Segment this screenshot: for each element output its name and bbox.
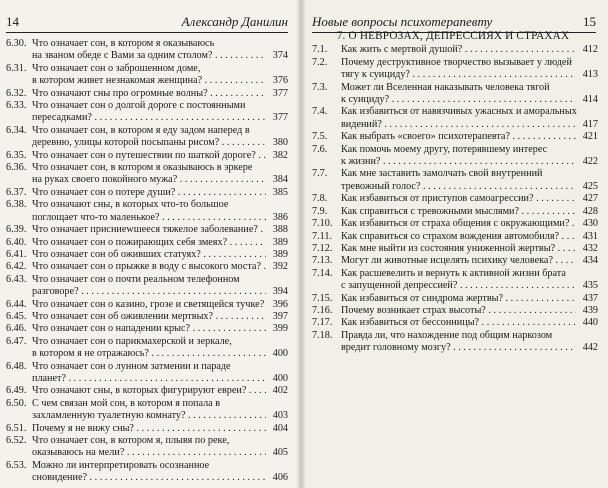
toc-entry — [6, 88, 288, 100]
toc-entry-title-line: Как избавиться от синдрома жертвы? . . . — [341, 293, 576, 305]
toc-entry-page: 396 — [272, 298, 288, 310]
toc-entry-page: 422 — [582, 156, 598, 168]
toc-entry-title-line: на руках своего покойного мужа? . . . — [32, 174, 266, 186]
toc-entry-title-line: Могут ли животные исцелять психику человека? . . . — [341, 255, 576, 267]
toc-entry-title-line: с запущенной депрессией? . . . — [341, 280, 576, 292]
toc-entry-number: 6.31. — [6, 62, 27, 74]
toc-entry-title-line: Что означают сны про огромные волны? . . . — [32, 88, 266, 100]
toc-entry — [312, 317, 598, 329]
toc-entry-page: 439 — [582, 304, 598, 316]
toc-entry-number: 7.2. — [312, 56, 328, 68]
left-toc-list — [6, 38, 288, 485]
toc-entry-page: 399 — [272, 323, 288, 335]
toc-entry-page: 404 — [272, 422, 288, 434]
toc-entry — [6, 460, 288, 485]
toc-entry-title-line: Как справиться со страхом вождения автомобиля? . . . — [341, 231, 576, 243]
toc-entry-page: 421 — [582, 131, 598, 143]
toc-entry — [312, 231, 598, 243]
toc-entry-title-line: пересадками? . . . — [32, 112, 266, 124]
toc-entry — [6, 237, 288, 249]
toc-entry — [6, 38, 288, 63]
toc-entry — [312, 268, 598, 293]
toc-entry — [6, 299, 288, 311]
toc-entry-page: 397 — [272, 310, 288, 322]
toc-entry-number: 6.48. — [6, 360, 27, 372]
toc-entry-title-line: Что означает сон о пожирающих себя змеях? . . . — [32, 237, 266, 249]
toc-entry-title-line: Что означает сон о казино, грозе и светящейся тучке? . . . — [32, 299, 266, 311]
toc-entry-title-line: Почему я не вижу сны? . . . — [32, 423, 266, 435]
toc-entry-page: 386 — [272, 211, 288, 223]
toc-entry-title-line: Как мне заставить замолчать свой внутренний — [341, 168, 543, 180]
toc-entry-number: 7.16. — [312, 304, 333, 316]
toc-entry — [6, 150, 288, 162]
toc-entry-title-line: деревню, улицы которой посыпаны рисом? . . . — [32, 137, 266, 149]
toc-entry-title-line: Что означает сон о нападении крыс? . . . — [32, 323, 266, 335]
toc-entry-number: 7.17. — [312, 317, 333, 329]
toc-entry-number: 6.50. — [6, 397, 27, 409]
toc-entry-page: 374 — [272, 50, 288, 62]
toc-entry-number: 6.53. — [6, 459, 27, 471]
toc-entry-title-line: Что означает сон о путешествии по шаткой дороге? . . . — [32, 150, 266, 162]
toc-entry — [6, 249, 288, 261]
toc-entry — [6, 100, 288, 125]
toc-entry-title-line: Как избавиться от бессонницы? . . . — [341, 317, 576, 329]
toc-entry-page: 380 — [272, 137, 288, 149]
toc-entry-number: 6.49. — [6, 385, 27, 397]
toc-entry — [6, 336, 288, 361]
toc-entry-number: 7.15. — [312, 292, 333, 304]
toc-entry-title-line: Правда ли, что нахождение под общим наркозом — [341, 329, 553, 341]
toc-entry-page: 405 — [272, 447, 288, 459]
toc-entry-title-line: Можно ли интерпретировать осознанное — [32, 459, 210, 471]
right-running-title: Новые вопросы психотерапевту — [312, 14, 493, 29]
toc-entry-number: 6.44. — [6, 298, 27, 310]
toc-entry-title-line: Как выбрать «своего» психотерапевта? . . . — [341, 131, 576, 143]
toc-entry-number: 7.8. — [312, 193, 328, 205]
toc-entry-title-line: Что означает сон о долгой дороге с постоянными — [32, 100, 246, 112]
toc-entry-title-line: Что означает сон об оживлении мертвых? . . . — [32, 311, 266, 323]
toc-entry-title-line: Что означает сон, в котором я, плывя по реке, — [32, 435, 230, 446]
toc-entry-title-line: Как мне выйти из состояния униженной жертвы? . . . — [341, 243, 576, 255]
toc-entry — [6, 274, 288, 299]
toc-entry-number: 7.14. — [312, 267, 333, 279]
toc-entry-number: 6.36. — [6, 162, 27, 174]
toc-entry-number: 6.41. — [6, 248, 27, 260]
toc-entry-title-line: Почему деструктивное творчество вызывает у людей — [341, 56, 572, 68]
toc-entry-title-line: Что означает сон, в котором я еду задом наперед в — [32, 124, 250, 136]
book-gutter — [296, 0, 306, 488]
toc-entry-title-line: Что означает сон о почти реальном телефонном — [32, 273, 240, 285]
toc-entry-number: 6.30. — [6, 38, 27, 49]
toc-entry-page: 417 — [582, 118, 598, 130]
toc-entry-title-line: Как избавиться от навязчивых ужасных и аморальных — [341, 106, 577, 118]
toc-entry-page: 435 — [582, 280, 598, 292]
toc-entry-number: 7.5. — [312, 131, 328, 143]
toc-entry-title-line: Что означает сон о заброшенном доме, — [32, 62, 201, 74]
toc-entry-title-line: разговоре? . . . — [32, 286, 266, 298]
toc-entry-page: 388 — [272, 224, 288, 236]
left-page-number: 14 — [6, 14, 19, 29]
toc-entry-title-line: Что означает сон, в котором я оказываюсь — [32, 38, 215, 49]
toc-entry — [312, 293, 598, 305]
toc-entry-number: 6.38. — [6, 199, 27, 211]
toc-entry-title-line: Что означает сон о прыжке в воду с высокого моста? . . . — [32, 261, 266, 273]
toc-entry — [6, 323, 288, 335]
toc-entry-title-line: Что означает сон, в котором я оказываюсь в эркере — [32, 162, 253, 174]
toc-entry — [6, 398, 288, 423]
toc-entry — [6, 361, 288, 386]
toc-entry-title-line: Что означает сон о парикмахерской и зеркале, — [32, 335, 232, 347]
toc-entry-page: 414 — [582, 94, 598, 106]
toc-entry — [6, 224, 288, 236]
toc-entry — [312, 44, 598, 56]
toc-entry-number: 6.40. — [6, 236, 27, 248]
toc-entry-page: 389 — [272, 236, 288, 248]
toc-entry — [312, 218, 598, 230]
toc-entry — [6, 187, 288, 199]
toc-entry-number: 6.51. — [6, 422, 27, 434]
toc-entry-page: 377 — [272, 87, 288, 99]
toc-entry-page: 385 — [272, 186, 288, 198]
toc-entry — [6, 311, 288, 323]
toc-entry-page: 377 — [272, 112, 288, 124]
toc-entry-number: 6.47. — [6, 335, 27, 347]
toc-entry-number: 6.37. — [6, 186, 27, 198]
toc-entry-title-line: Как избавиться от страха общения с окружающими? . . . — [341, 218, 576, 230]
right-page-number: 15 — [583, 14, 596, 29]
toc-entry-page: 413 — [582, 69, 598, 81]
toc-entry-number: 7.10. — [312, 218, 333, 230]
toc-entry-number: 6.52. — [6, 435, 27, 446]
toc-entry-number: 6.34. — [6, 124, 27, 136]
toc-entry-title-line: в котором живет незнакомая женщина? . . . — [32, 75, 266, 87]
toc-entry-number: 7.6. — [312, 143, 328, 155]
toc-entry-page: 430 — [582, 218, 598, 230]
toc-entry-page: 428 — [582, 205, 598, 217]
toc-entry — [6, 125, 288, 150]
toc-entry — [6, 162, 288, 187]
toc-entry-page: 384 — [272, 174, 288, 186]
toc-entry-number: 7.1. — [312, 44, 328, 56]
toc-entry — [312, 206, 598, 218]
toc-entry-page: 403 — [272, 410, 288, 422]
toc-entry — [6, 261, 288, 273]
toc-entry — [312, 193, 598, 205]
toc-entry-page: 440 — [582, 317, 598, 329]
toc-entry — [312, 305, 598, 317]
toc-entry-page: 402 — [272, 385, 288, 397]
toc-entry-page: 432 — [582, 242, 598, 254]
toc-entry-title-line: Что означает сон о лунном затмении и параде — [32, 360, 231, 372]
toc-entry-title-line: Может ли Вселенная наказывать человека тягой — [341, 81, 550, 93]
toc-entry — [312, 168, 598, 193]
toc-entry-number: 6.43. — [6, 273, 27, 285]
toc-entry-title-line: С чем связан мой сон, в котором я попала в — [32, 397, 221, 409]
toc-entry-page: 434 — [582, 255, 598, 267]
toc-entry-page: 412 — [582, 44, 598, 56]
toc-entry-page: 425 — [582, 180, 598, 192]
toc-entry-title-line: Что означают сны, в которых фигурируют евреи? . . . — [32, 385, 266, 397]
toc-entry-title-line: поглощает что-то маленькое? . . . — [32, 212, 266, 224]
toc-entry-page: 431 — [582, 230, 598, 242]
toc-entry-title-line: Что означают сны, в которых что-то большое — [32, 199, 229, 211]
toc-entry-number: 7.18. — [312, 329, 333, 341]
toc-entry-number: 7.12. — [312, 242, 333, 254]
toc-entry-title-line: к суициду? . . . — [341, 94, 576, 106]
toc-entry — [312, 243, 598, 255]
toc-entry-title-line: Как расшевелить и вернуть к активной жизни брата — [341, 267, 566, 279]
toc-entry — [312, 57, 598, 82]
toc-entry — [312, 82, 598, 107]
toc-entry — [312, 330, 598, 355]
toc-entry-title-line: видений? . . . — [341, 119, 576, 131]
toc-entry-title-line: в котором я не отражаюсь? . . . — [32, 348, 266, 360]
toc-entry-page: 442 — [582, 342, 598, 354]
toc-entry-number: 6.32. — [6, 87, 27, 99]
toc-entry-number: 6.46. — [6, 323, 27, 335]
toc-entry — [312, 106, 598, 131]
section-title: 7. О НЕВРОЗАХ, ДЕПРЕССИЯХ И СТРАХАХ — [336, 30, 570, 42]
toc-entry-page: 406 — [272, 472, 288, 484]
left-page — [0, 0, 300, 488]
toc-entry-title-line: вредит головному мозгу? . . . — [341, 342, 576, 354]
toc-entry-title-line: Как справиться с тревожными мыслями? . . . — [341, 206, 576, 218]
toc-entry — [312, 255, 598, 267]
toc-entry-page: 437 — [582, 292, 598, 304]
toc-entry-page: 400 — [272, 372, 288, 384]
toc-entry-title-line: на званом обеде с Вами за одним столом? . . . — [32, 50, 266, 62]
toc-entry-number: 6.35. — [6, 149, 27, 161]
toc-entry-number: 7.4. — [312, 106, 328, 118]
toc-entry — [6, 423, 288, 435]
toc-entry-number: 7.11. — [312, 230, 332, 242]
toc-entry — [6, 385, 288, 397]
toc-entry-title-line: к жизни? . . . — [341, 156, 576, 168]
toc-entry-title-line: Как избавиться от приступов самоагрессии? . . . — [341, 193, 576, 205]
toc-entry-page: 389 — [272, 248, 288, 260]
toc-entry-number: 6.45. — [6, 310, 27, 322]
toc-entry — [312, 131, 598, 143]
toc-entry-number: 7.13. — [312, 255, 333, 267]
left-running-head — [6, 14, 288, 33]
right-toc-list — [312, 30, 598, 355]
toc-entry-title-line: захламленную туалетную комнату? . . . — [32, 410, 266, 422]
toc-entry-page: 392 — [272, 261, 288, 273]
toc-entry — [6, 435, 288, 460]
toc-entry-title-line: тягу к суициду? . . . — [341, 69, 576, 81]
toc-entry-title-line: планет? . . . — [32, 373, 266, 385]
toc-entry-title-line: сновидение? . . . — [32, 472, 266, 484]
toc-entry-number: 7.9. — [312, 205, 328, 217]
toc-entry-number: 7.3. — [312, 81, 328, 93]
toc-entry-title-line: оказываюсь на мели? . . . — [32, 447, 266, 459]
toc-entry — [6, 199, 288, 224]
toc-entry-title-line: Почему возникает страх высоты? . . . — [341, 305, 576, 317]
toc-entry — [312, 144, 598, 169]
toc-entry-page: 376 — [272, 75, 288, 87]
toc-entry-number: 7.7. — [312, 168, 328, 180]
toc-entry-title-line: тревожный голос? . . . — [341, 181, 576, 193]
toc-entry-title-line: Как жить с мертвой душой? . . . — [341, 44, 576, 56]
toc-entry-number: 6.33. — [6, 100, 27, 112]
toc-entry-title-line: Что означает сон об оживших статуях? . . . — [32, 249, 266, 261]
toc-entry — [6, 63, 288, 88]
toc-entry-number: 6.42. — [6, 261, 27, 273]
left-running-title: Александр Данилин — [181, 14, 288, 29]
toc-entry-page: 427 — [582, 193, 598, 205]
toc-entry-page: 394 — [272, 286, 288, 298]
toc-entry-title-line: Как помочь моему другу, потерявшему интерес — [341, 143, 548, 155]
toc-entry-title-line: Что означает присниewшееся тяжелое заболевание? . . . — [32, 224, 266, 236]
toc-entry-page: 382 — [272, 149, 288, 161]
toc-entry-title-line: Что означает сон о потере души? . . . — [32, 187, 266, 199]
toc-entry-number: 6.39. — [6, 224, 27, 236]
toc-entry-page: 400 — [272, 348, 288, 360]
right-page — [300, 0, 608, 488]
